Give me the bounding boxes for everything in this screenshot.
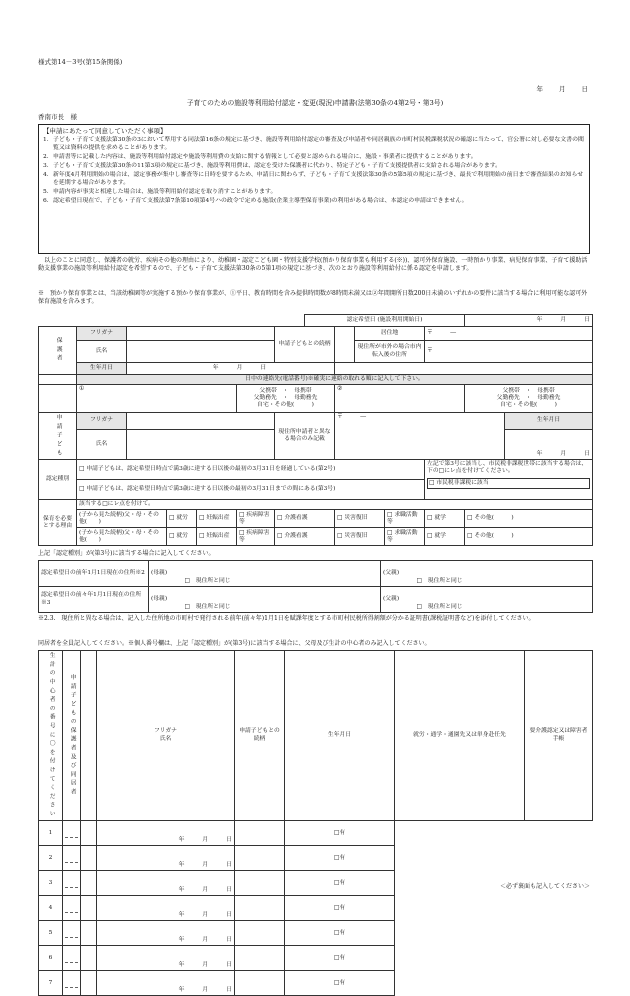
member-name-field[interactable] xyxy=(63,846,81,871)
birth-blank xyxy=(335,363,593,375)
address-field[interactable]: 〒 ― xyxy=(425,327,593,341)
member-relation-field[interactable] xyxy=(81,896,97,921)
consent-item: 3. 子ども・子育て支援法第30条の11第3項の規定に基づき、施設等利用費は、認定を受けた保護者に代わり、特定子ども・子育て支援提供者に支給される場合があります。 xyxy=(43,163,502,170)
member-relation-field[interactable] xyxy=(81,921,97,946)
family-header xyxy=(39,651,593,821)
reason-study[interactable]: □ 就学 xyxy=(425,528,465,546)
guardian-furigana-field[interactable] xyxy=(127,327,275,341)
submission-date[interactable]: 年 月 日 xyxy=(536,85,590,93)
outside-city-label: 現住所が市外の場合市内転入後の住所 xyxy=(355,341,425,363)
member-handbook-checkbox[interactable]: □有 xyxy=(285,821,395,846)
intro-paragraph: 以上のことに同意し、保護者の就労、疾病その他の理由により、幼稚園・認定こども園・特別支援学校(預かり保育事業も利用する(※))、認可外保育施設、一時預かり事業、病児保育事業、子育て援助活動支援事業の施設等利用給付認定を希望するので、子ども・子育て支援法第30条の5第1項の規定に基づき、次のとおり施設等利用給付に係る認定を申請します。 xyxy=(38,257,588,273)
member-relation-field[interactable] xyxy=(81,946,97,971)
table-row xyxy=(39,921,593,946)
consent-list xyxy=(43,137,585,206)
reason-care[interactable]: □ 介護看護 xyxy=(275,528,335,546)
member-handbook-checkbox[interactable]: □有 xyxy=(285,846,395,871)
contact-2-type[interactable]: 父携帯 ・ 母携帯 父勤務先 ・ 母勤務先 自宅・その他( ) xyxy=(465,385,593,413)
relation-label: 申請子どもとの続柄 xyxy=(275,327,335,363)
member-work-field[interactable] xyxy=(235,896,285,921)
family-side-label-2: 申請子どもの保護者及び同居者 xyxy=(63,651,81,821)
guardian-birth-field[interactable]: 年 月 日 xyxy=(127,363,335,375)
kinship-2[interactable]: (子から見た続柄)父・母・その他( ) xyxy=(77,528,167,546)
cert-type-label: 認定種別 xyxy=(39,460,77,500)
row-number[interactable]: 1 xyxy=(39,821,63,846)
member-handbook-checkbox[interactable]: □有 xyxy=(285,946,395,971)
section2-label: 上記「認定種別」が(第3号)に該当する場合に記入してください。 xyxy=(38,550,215,557)
member-birth-field[interactable]: 年 月 日 xyxy=(97,821,235,846)
address-label: 居住地 xyxy=(355,327,425,341)
member-name-field[interactable] xyxy=(63,971,81,996)
table-row xyxy=(39,971,593,996)
section2-note: ※2.3. 現住所と異なる場合は、記入した住所地の市町村で発行される前年(前々年)1月1日を賦課年度とする市町村民税所得割額が分かる証明書(課税証明書など)を添付してください。 xyxy=(38,615,535,622)
row-number[interactable]: 6 xyxy=(39,946,63,971)
reason-pregnancy[interactable]: □ 妊娠出産 xyxy=(197,510,237,528)
table-row xyxy=(39,846,593,871)
father-prior-2-field[interactable]: □ 現住所と同じ xyxy=(415,587,593,613)
member-relation-field[interactable] xyxy=(81,971,97,996)
birth-label: 生年月日 xyxy=(77,363,127,375)
member-birth-field[interactable]: 年 月 日 xyxy=(97,921,235,946)
footer-note: ＜必ず裏面も記入してください＞ xyxy=(499,883,590,890)
cert-option-3[interactable]: □ 申請子どもは、認定希望日時点で満3歳に達する日以後の最初の3月31日までの間にある(第3号) xyxy=(77,480,425,500)
row-number[interactable]: 2 xyxy=(39,846,63,871)
reason-illness[interactable]: □ 疾病障害等 xyxy=(237,510,275,528)
prior-address-1-label: 認定希望日の前年1月1日現在の住所※2 xyxy=(39,561,149,587)
current-addr-diff-label: 現住所申請者と異なる場合のみ記載 xyxy=(275,413,335,460)
row-number[interactable]: 5 xyxy=(39,921,63,946)
main-table xyxy=(38,314,593,546)
kinship-1[interactable]: (子から見た続柄)父・母・その他( ) xyxy=(77,510,167,528)
prior-address-2-label: 認定希望日の前々年1月1日現在の住所※3 xyxy=(39,587,149,613)
consent-item: 1. 子ども・子育て支援法第30条の3において準用する同法第16条の規定に基づき、施設等利用給付認定の審査及び申請者や同居親族の市町村民税課税状況の確認に当たって、官公署に対し必要な文書の閲覧又は資料の提供を求めることがあります。 xyxy=(43,137,584,152)
father-prior-1-field[interactable]: □ 現住所と同じ xyxy=(415,561,593,587)
child-birth-field[interactable]: 年 月 日 xyxy=(505,429,593,459)
need-reason-label: 保育を必要とする理由 xyxy=(39,500,77,546)
member-handbook-checkbox[interactable]: □有 xyxy=(285,896,395,921)
member-work-field[interactable] xyxy=(235,821,285,846)
family-table xyxy=(38,650,593,996)
member-relation-field[interactable] xyxy=(81,846,97,871)
child-furigana-label: フリガナ xyxy=(77,413,127,430)
member-work-field[interactable] xyxy=(235,971,285,996)
contact-1-field[interactable]: ① xyxy=(77,385,237,413)
family-header-handbook: 要介護認定又は障害者手帳 xyxy=(525,651,593,821)
cert-side-note: 左記で第3号に該当し、市民税非課税世帯に該当する場合は、下の□にレ点を付けてください。 □ 市民税非課税に該当 xyxy=(425,460,593,500)
row-number[interactable]: 4 xyxy=(39,896,63,921)
reason-disaster[interactable]: □ 災害復旧 xyxy=(335,528,385,546)
father-label: (父親) xyxy=(381,587,415,613)
member-relation-field[interactable] xyxy=(81,821,97,846)
child-address-field[interactable]: 〒 ― xyxy=(335,413,505,460)
consent-heading: 【申請にあたって同意していただく事項】 xyxy=(43,127,167,135)
reason-illness[interactable]: □ 疾病障害等 xyxy=(237,528,275,546)
member-handbook-checkbox[interactable]: □有 xyxy=(285,921,395,946)
guardian-name-field[interactable] xyxy=(127,341,275,363)
member-handbook-checkbox[interactable]: □有 xyxy=(285,971,395,996)
furigana-label: フリガナ xyxy=(77,327,127,341)
reason-work[interactable]: □ 就労 xyxy=(167,528,197,546)
table-row xyxy=(39,946,593,971)
child-label: 申請子ども xyxy=(39,413,77,460)
family-side-label: 生計の中心者の番号に〇を付けてください xyxy=(39,651,63,821)
guardian-label: 保護者 xyxy=(39,327,77,375)
family-header-work: 就労・通学・通園先又は単身赴任先 xyxy=(395,651,525,821)
need-note: 該当する□にレ点を付けて。 xyxy=(77,500,593,510)
member-work-field[interactable] xyxy=(235,846,285,871)
member-birth-field[interactable]: 年 月 日 xyxy=(97,971,235,996)
consent-box xyxy=(38,124,590,254)
reason-other[interactable]: □ その他( ) xyxy=(465,510,593,528)
member-name-field[interactable] xyxy=(63,896,81,921)
reason-jobseek[interactable]: □ 求職活動等 xyxy=(385,510,425,528)
consent-item: 2. 申請書等に記載した内容は、施設等利用給付認定や施設等利用費の支給に関する情報として必要と認められる場合に、施設・事業者に提供することがあります。 xyxy=(43,154,477,161)
member-name-field[interactable] xyxy=(63,946,81,971)
contact-2-field[interactable]: ② xyxy=(335,385,465,413)
row-number[interactable]: 7 xyxy=(39,971,63,996)
member-handbook-checkbox[interactable]: □有 xyxy=(285,871,395,896)
name-label: 氏名 xyxy=(77,341,127,363)
non-taxable-checkbox[interactable]: □ 市民税非課税に該当 xyxy=(427,478,590,489)
reason-pregnancy[interactable]: □ 妊娠出産 xyxy=(197,528,237,546)
form-number: 様式第14－3号(第15条関係) xyxy=(38,58,123,66)
consent-item: 4. 新年度4月利用開始の場合は、認定事務が集中し審査等に日時を要するため、申請日に関わらず、子ども・子育て支援法第30条の5第5項の規定に基づき、最長で利用開始の前日まで審査結果のお知らせを延期する場合があります。 xyxy=(43,172,584,186)
member-birth-field[interactable]: 年 月 日 xyxy=(97,946,235,971)
member-birth-field[interactable]: 年 月 日 xyxy=(97,846,235,871)
family-header-birth: 生年月日 xyxy=(285,651,395,821)
guardian-relation-field[interactable] xyxy=(335,327,355,363)
family-header-relation: 申請子どもとの続柄 xyxy=(235,651,285,821)
table-row xyxy=(39,821,593,846)
child-name-label: 氏名 xyxy=(77,429,127,459)
kibou-date-field[interactable]: 年 月 日 xyxy=(465,315,593,327)
consent-item: 6. 認定希望日現在で、子ども・子育て支援法第7条第10項第4号ハの政令で定める施設(企業主導型保育事業)の利用がある場合は、本認定の申請はできません。 xyxy=(43,197,468,204)
reason-other[interactable]: □ その他( ) xyxy=(465,528,593,546)
reason-care[interactable]: □ 介護看護 xyxy=(275,510,335,528)
mother-label: (母親) xyxy=(149,561,183,587)
form-title: 子育てのための施設等利用給付認定・変更(現況)申請書(法第30条の4第2号・第3号) xyxy=(186,99,444,107)
member-name-field[interactable] xyxy=(63,871,81,896)
daytime-contact-label: 日中の連絡先(電話番号)※確実に連絡の取れる順に記入して下さい。 xyxy=(77,375,593,385)
reason-work[interactable]: □ 就労 xyxy=(167,510,197,528)
addressee: 香南市長 様 xyxy=(38,113,77,121)
child-birth-label: 生年月日 xyxy=(505,413,593,430)
reason-jobseek[interactable]: □ 求職活動等 xyxy=(385,528,425,546)
mother-prior-1-field[interactable]: □ 現住所と同じ xyxy=(183,561,381,587)
child-name-field[interactable] xyxy=(127,429,275,459)
member-name-field[interactable] xyxy=(63,921,81,946)
family-header-name: フリガナ 氏名 xyxy=(97,651,235,821)
mother-prior-2-field[interactable]: □ 現住所と同じ xyxy=(183,587,381,613)
father-label: (父親) xyxy=(381,561,415,587)
member-work-field[interactable] xyxy=(235,946,285,971)
prior-address-table xyxy=(38,560,593,613)
member-work-field[interactable] xyxy=(235,871,285,896)
reason-study[interactable]: □ 就学 xyxy=(425,510,465,528)
consent-item: 5. 申請内容が事実と相違した場合は、施設等利用給付認定を取り消すことがあります。 xyxy=(43,188,277,195)
mother-label: (母親) xyxy=(149,587,183,613)
member-birth-field[interactable]: 年 月 日 xyxy=(97,871,235,896)
contact-1-type[interactable]: 父携帯 ・ 母携帯 父勤務先 ・ 母勤務先 自宅・その他( ) xyxy=(237,385,335,413)
row-number[interactable]: 3 xyxy=(39,871,63,896)
reason-disaster[interactable]: □ 災害復旧 xyxy=(335,510,385,528)
child-furigana-field[interactable] xyxy=(127,413,275,430)
member-birth-field[interactable]: 年 月 日 xyxy=(97,896,235,921)
cert-option-2[interactable]: □ 申請子どもは、認定希望日時点で満3歳に達する日以後の最初の3月31日を経過している(第2号) xyxy=(77,460,425,480)
family-label: 同居者を全員記入してください。※個人番号欄は、上記「認定種別」が(第3号)に該当する場合に、父母及び生計の中心者のみ記入してください。 xyxy=(38,640,431,647)
outside-city-field[interactable]: 〒 xyxy=(425,341,593,363)
table-row xyxy=(39,896,593,921)
member-work-field[interactable] xyxy=(235,921,285,946)
note-main: ※ 預かり保育事業とは、当該幼稚園等が実施する預かり保育事業が、①平日、教育時間を含み提供時間数が8時間未満又は②年間開所日数200日未満のいずれかの要件に該当する場合に利用可能な認可外保育施設を含みます。 xyxy=(38,290,588,306)
kibou-label: 認定希望日 (施設利用開始日) xyxy=(305,315,465,327)
member-name-field[interactable] xyxy=(63,821,81,846)
member-relation-field[interactable] xyxy=(81,871,97,896)
